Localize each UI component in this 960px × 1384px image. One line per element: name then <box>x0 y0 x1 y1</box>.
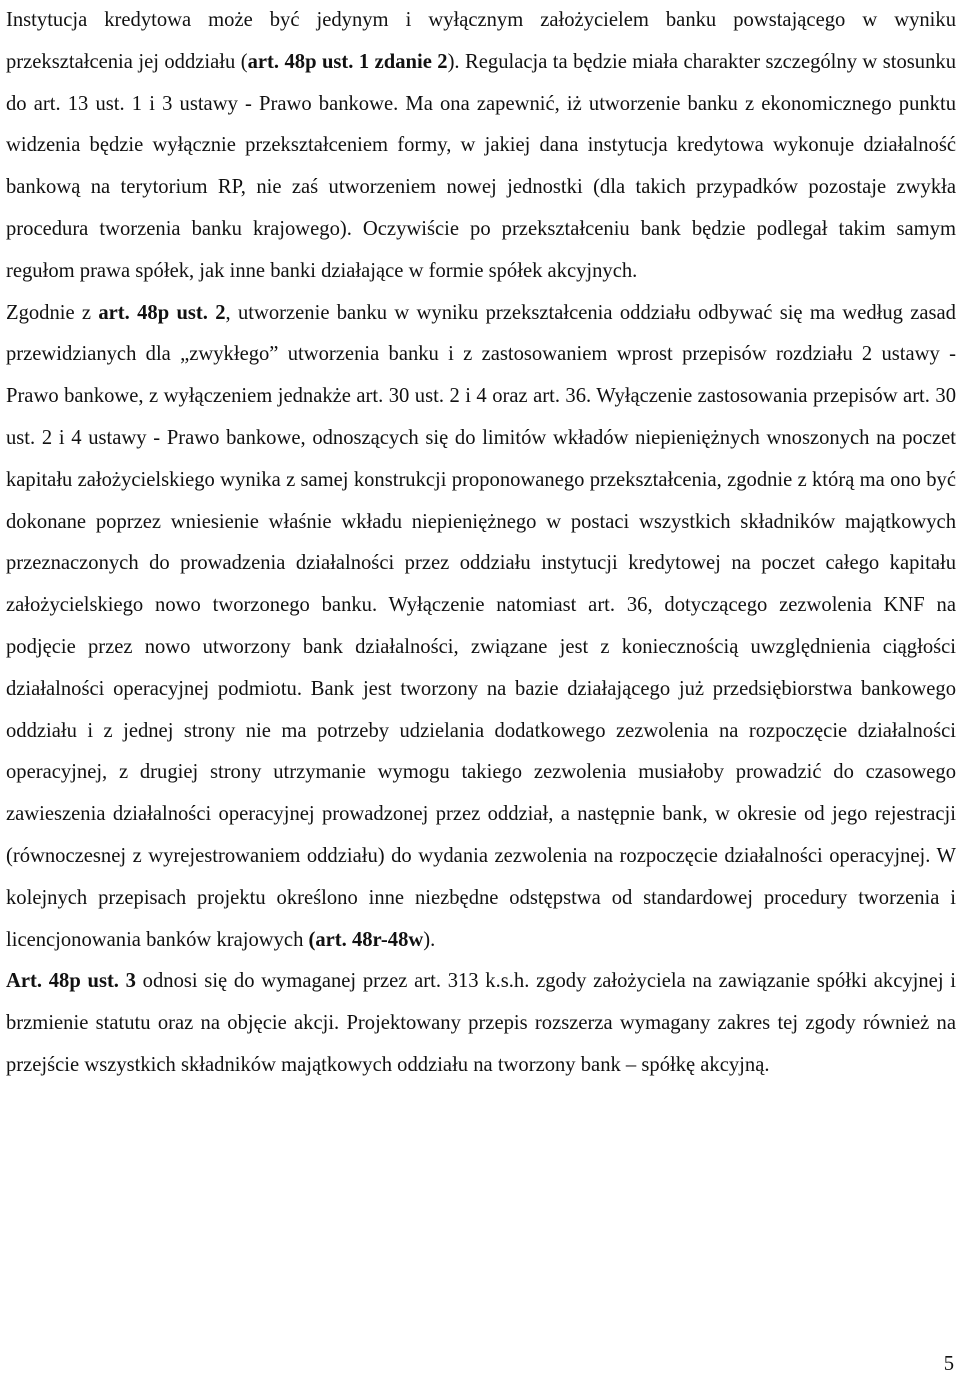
page-number: 5 <box>943 1353 954 1375</box>
paragraph-text: ). <box>423 928 436 951</box>
paragraph-1 <box>6 0 956 293</box>
article-reference: Art. 48p ust. 3 <box>6 970 136 993</box>
paragraph-text: odnosi się do wymaganej przez art. 313 k.s.h. zgody założyciela na zawiązanie spółki akcyjnej i brzmienie statutu oraz na objęcie akcji. Projektowany przepis rozszerza wymagany zakres tej zgody również na przejście wszystkich składników majątkowych oddziału na tworzony bank – spółkę akcyjną. <box>6 970 956 1076</box>
paragraph-3 <box>6 961 956 1086</box>
paragraph-text: Instytucja kredytowa może być jedynym i wyłącznym założycielem banku powstającego w wyniku przekształcenia jej oddziału ( <box>6 9 956 73</box>
paragraph-2 <box>6 293 956 962</box>
document-body <box>6 0 956 1087</box>
paragraph-text: ). Regulacja ta będzie miała charakter szczególny w stosunku do art. 13 ust. 1 i 3 ustawy - Prawo bankowe. Ma ona zapewnić, iż utworzenie banku z ekonomicznego punktu widzenia będzie wyłącznie przekształceniem formy, w jakiej dana instytucja kredytowa wykonuje działalność bankową na terytorium RP, nie zaś utworzeniem nowej jednostki (dla takich przypadków pozostaje zwykła procedura tworzenia banku krajowego). Oczywiście po przekształceniu bank będzie podlegał takim samym regułom prawa spółek, jak inne banki działające w formie spółek akcyjnych. <box>6 50 956 282</box>
paragraph-text: Zgodnie z <box>6 301 99 324</box>
paragraph-text: , utworzenie banku w wyniku przekształcenia oddziału odbywać się ma według zasad przewidzianych dla „zwykłego” utworzenia banku i z zastosowaniem wprost przepisów rozdziału 2 ustawy - Prawo bankowe, z wyłączeniem jednakże art. 30 ust. 2 i 4 oraz art. 36. Wyłączenie zastosowania przepisów art. 30 ust. 2 i 4 ustawy - Prawo bankowe, odnoszących się do limitów wkładów niepieniężnych wnoszonych na poczet kapitału założycielskiego wynika z samej konstrukcji proponowanego przekształcenia, zgodnie z którą ma ono być dokonane poprzez wniesienie właśnie wkładu niepieniężnego w postaci wszystkich składników majątkowych przeznaczonych do prowadzenia działalności przez oddziału instytucji kredytowej na poczet całego kapitału założycielskiego nowo tworzonego banku. Wyłączenie natomiast art. 36, dotyczącego zezwolenia KNF na podjęcie przez nowo utworzony bank działalności, związane jest z koniecznością uwzględnienia ciągłości działalności operacyjnej podmiotu. Bank jest tworzony na bazie działającego już przedsiębiorstwa bankowego oddziału i z jednej strony nie ma potrzeby udzielania dodatkowego zezwolenia na rozpoczęcie działalności operacyjnej, z drugiej strony utrzymanie wymogu takiego zezwolenia musiałoby prowadzić do czasowego zawieszenia działalności operacyjnej prowadzonej przez oddział, a następnie bank, w okresie od jego rejestracji (równoczesnej z wyrejestrowaniem oddziału) do wydania zezwolenia na rozpoczęcie działalności operacyjnej. W kolejnych przepisach projektu określono inne niezbędne odstępstwa od standardowej procedury tworzenia i licencjonowania banków krajowych <box>6 301 956 951</box>
article-reference: (art. 48r-48w <box>308 928 424 951</box>
article-reference: art. 48p ust. 2 <box>98 301 226 324</box>
article-reference: art. 48p ust. 1 zdanie 2 <box>247 50 448 73</box>
